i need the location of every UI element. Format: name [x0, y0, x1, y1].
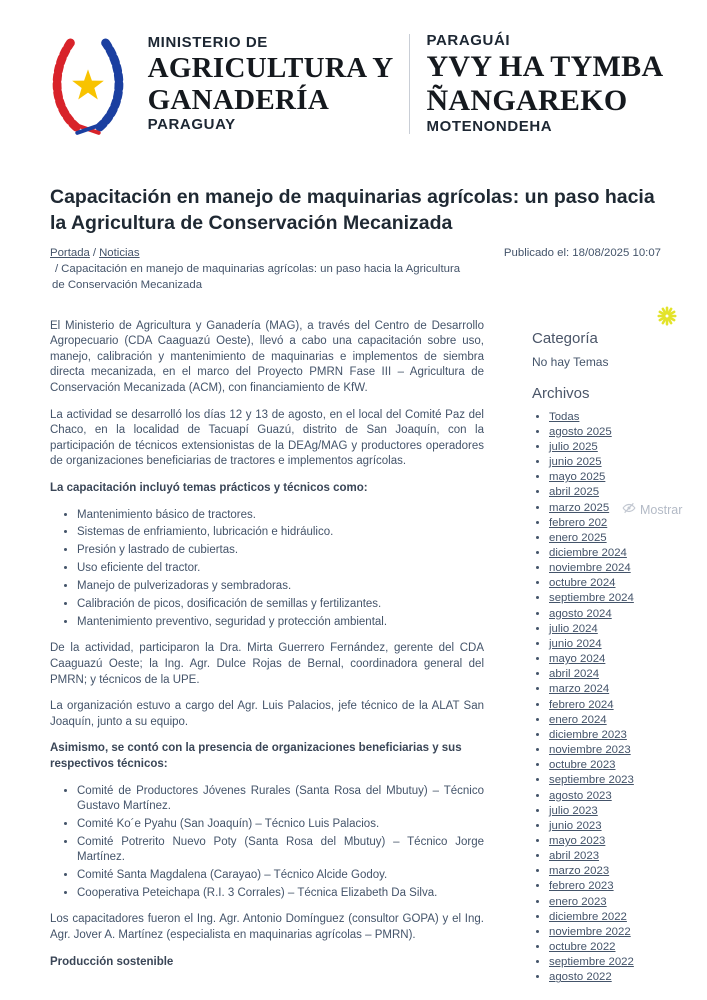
- archive-link[interactable]: abril 2025: [549, 486, 600, 499]
- archive-link[interactable]: julio 2024: [549, 622, 598, 635]
- category-heading: Categoría: [532, 329, 598, 347]
- archive-list-item: [549, 576, 661, 591]
- archive-list-item: [549, 425, 661, 440]
- archive-list-item: [549, 758, 661, 773]
- archive-link[interactable]: noviembre 2022: [549, 925, 631, 938]
- page-title: Capacitación en manejo de maquinarias agrícolas: un paso hacia la Agricultura de Conservación Mecanizada: [50, 186, 655, 234]
- archive-list-item: [549, 637, 661, 652]
- archive-list-item: [549, 713, 661, 728]
- archive-list-item: [549, 561, 661, 576]
- archive-list-item: [549, 804, 661, 819]
- archive-list-item: [549, 531, 661, 546]
- brand-line-yvy: YVY HA TYMBA: [426, 50, 664, 84]
- accessibility-starburst-icon[interactable]: [656, 305, 678, 327]
- brand-line-motenondeha: MOTENONDEHA: [426, 117, 553, 135]
- archive-link[interactable]: septiembre 2024: [549, 592, 634, 605]
- organization-list-item: • Comité Ko´e Pyahu (San Joaquín) – Técnico Luis Palacios.: [77, 817, 484, 832]
- breadcrumb-section-link[interactable]: Noticias: [99, 247, 140, 259]
- header-divider: [409, 34, 410, 134]
- archive-list-item: [549, 864, 661, 879]
- archive-link[interactable]: enero 2025: [549, 531, 607, 544]
- closing-paragraph: Los capacitadores fueron el Ing. Agr. Antonio Domínguez (consultor GOPA) y el Ing. Agr. Jover A. Martínez (especialista en maquinarias agrícolas – PMRN).: [50, 913, 484, 941]
- topic-list-item: • Mantenimiento básico de tractores.: [77, 508, 484, 523]
- topic-list-item: • Presión y lastrado de cubiertas.: [77, 543, 484, 558]
- archive-link[interactable]: diciembre 2023: [549, 728, 627, 741]
- topic-list-item: • Calibración de picos, dosificación de semillas y fertilizantes.: [77, 597, 484, 612]
- archive-link[interactable]: diciembre 2024: [549, 547, 627, 560]
- archive-link[interactable]: agosto 2024: [549, 607, 612, 620]
- archive-link[interactable]: julio 2025: [549, 440, 598, 453]
- ministry-coat-of-arms-logo[interactable]: [44, 30, 132, 138]
- archive-list-item: [549, 682, 661, 697]
- sidebar: [532, 319, 661, 986]
- archive-list-item: [549, 652, 661, 667]
- archive-link[interactable]: enero 2024: [549, 713, 607, 726]
- archive-link[interactable]: julio 2023: [549, 804, 598, 817]
- article-paragraph: De la actividad, participaron la Dra. Mirta Guerrero Fernández, gerente del CDA Caaguazú Oeste; la Ing. Agr. Dulce Rojas de Bernal, coordinadora general del PMRN; y técnicos de la UPE.: [50, 642, 484, 686]
- article-paragraph: La organización estuvo a cargo del Agr. Luis Palacios, jefe técnico de la ALAT San Joaquín, junto a su equipo.: [50, 700, 484, 728]
- archive-link[interactable]: marzo 2024: [549, 683, 610, 696]
- archive-list-item: [549, 940, 661, 955]
- archive-link[interactable]: junio 2023: [549, 819, 602, 832]
- archive-link[interactable]: octubre 2024: [549, 577, 616, 590]
- article-meta-row: [50, 245, 661, 294]
- archive-link[interactable]: diciembre 2022: [549, 910, 627, 923]
- archive-list-item: [549, 440, 661, 455]
- archive-list-item: [549, 485, 661, 500]
- archive-link[interactable]: agosto 2022: [549, 971, 612, 984]
- article-paragraph: La actividad se desarrolló los días 12 y 13 de agosto, en el local del Comité Paz del Chaco, en la localidad de Tacuapí Guazú, distrito de San Joaquín, con la participación de técnicos extensionistas de la DEAg/MAG y productores operadores de organizaciones beneficiarias de tractores e implementos agrícolas.: [50, 408, 484, 468]
- archive-link[interactable]: Todas: [549, 410, 580, 423]
- breadcrumb-current: Capacitación en manejo de maquinarias agrícolas: un paso hacia la Agricultura de Conservación Mecanizada: [52, 263, 461, 292]
- intro-paragraphs: [50, 319, 484, 470]
- archive-link[interactable]: mayo 2024: [549, 653, 606, 666]
- topics-list: [50, 508, 484, 631]
- closing-heading: Producción sostenible: [50, 955, 174, 968]
- archive-link[interactable]: enero 2023: [549, 895, 607, 908]
- archive-link[interactable]: septiembre 2022: [549, 956, 634, 969]
- archive-list-item: [549, 849, 661, 864]
- archive-list-item: [549, 955, 661, 970]
- archive-list-item: [549, 773, 661, 788]
- archives-list: [532, 410, 661, 986]
- brand-spanish: [148, 34, 394, 135]
- brand-line-agricultura: AGRICULTURA Y: [147, 51, 394, 84]
- archive-link[interactable]: mayo 2023: [549, 834, 606, 847]
- content-columns: [50, 319, 661, 986]
- archives-heading: Archivos: [532, 384, 590, 402]
- brand-guarani: [426, 32, 663, 135]
- archive-list-item: [549, 607, 661, 622]
- brand-line-ministerio: MINISTERIO DE: [147, 33, 268, 51]
- organization-list-item: • Comité Santa Magdalena (Carayao) – Técnico Alcide Godoy.: [77, 868, 484, 883]
- main-content: [0, 184, 707, 986]
- archive-list-item: [549, 789, 661, 804]
- archive-list-item: [549, 728, 661, 743]
- archive-link[interactable]: agosto 2023: [549, 789, 612, 802]
- archive-link[interactable]: noviembre 2024: [549, 562, 631, 575]
- archive-link[interactable]: febrero 2023: [549, 880, 614, 893]
- organization-list-item: • Cooperativa Peteichapa (R.I. 3 Corrales) – Técnica Elizabeth Da Silva.: [77, 886, 484, 901]
- archive-list-item: [549, 819, 661, 834]
- archive-link[interactable]: octubre 2023: [549, 759, 616, 772]
- article-paragraph: El Ministerio de Agricultura y Ganadería (MAG), a través del Centro de Desarrollo Agropecuario (CDA Caaguazú Oeste), llevó a cabo una capacitación sobre uso, manejo, calibración y mantenimiento de maquinarias e implementos de siembra directa mecanizada, en el marco del Proyecto PMRN Fase III – Agricultura de Conservación Mecanizada (ACM), con financiamiento de KfW.: [50, 319, 484, 394]
- archive-list-item: [549, 879, 661, 894]
- archive-link[interactable]: octubre 2022: [549, 941, 616, 954]
- archive-link[interactable]: febrero 202: [549, 516, 608, 529]
- archive-link[interactable]: agosto 2025: [549, 425, 612, 438]
- archive-link[interactable]: junio 2025: [549, 456, 602, 469]
- site-header: [0, 0, 707, 138]
- archive-list-item: [549, 470, 661, 485]
- topic-list-item: • Uso eficiente del tractor.: [77, 561, 484, 576]
- translate-show-tooltip[interactable]: [620, 501, 684, 518]
- body-paragraphs: [50, 641, 484, 730]
- organization-list-item: • Comité Potrerito Nuevo Poty (Santa Rosa del Mbutuy) – Técnico Jorge Martínez.: [77, 835, 484, 866]
- archive-list-item: [549, 743, 661, 758]
- archive-list-item: [549, 895, 661, 910]
- paraguay-wreath-star-icon: [44, 30, 132, 138]
- published-date: Publicado el: 18/08/2025 10:07: [503, 247, 661, 259]
- archive-link[interactable]: abril 2023: [549, 850, 600, 863]
- archive-list-item: [549, 622, 661, 637]
- archive-list-item: [549, 667, 661, 682]
- breadcrumb-separator: /: [92, 247, 97, 259]
- hide-eye-icon: [622, 501, 636, 518]
- archive-list-item: [549, 546, 661, 561]
- breadcrumb: [50, 245, 464, 294]
- archive-link[interactable]: septiembre 2023: [549, 774, 634, 787]
- topic-list-item: • Mantenimiento preventivo, seguridad y protección ambiental.: [77, 615, 484, 630]
- archive-link[interactable]: febrero 2024: [549, 698, 614, 711]
- breadcrumb-home-link[interactable]: Portada: [50, 247, 90, 259]
- archive-list-item: [549, 591, 661, 606]
- translate-tooltip-label: Mostrar: [640, 502, 683, 517]
- brand-line-paraguay: PARAGUAY: [147, 116, 236, 134]
- archive-link[interactable]: marzo 2025: [549, 501, 610, 514]
- archive-list-item: [549, 698, 661, 713]
- archive-list-item: [549, 410, 661, 425]
- breadcrumb-separator: /: [55, 263, 59, 276]
- archive-link[interactable]: abril 2024: [549, 668, 600, 681]
- archive-link[interactable]: marzo 2023: [549, 865, 610, 878]
- archive-link[interactable]: junio 2024: [549, 637, 602, 650]
- organizations-list: [50, 784, 484, 902]
- organization-list-item: • Comité de Productores Jóvenes Rurales (Santa Rosa del Mbutuy) – Técnico Gustavo Martínez.: [77, 784, 484, 815]
- archive-list-item: [549, 910, 661, 925]
- archive-list-item: [549, 925, 661, 940]
- archive-list-item: [549, 834, 661, 849]
- topics-heading: La capacitación incluyó temas prácticos y técnicos como:: [50, 481, 368, 494]
- organizations-heading: Asimismo, se contó con la presencia de organizaciones beneficiarias y sus respectivos técnicos:: [50, 742, 462, 770]
- brand-line-nangareko: ÑANGAREKO: [426, 84, 628, 117]
- brand-line-ganaderia: GANADERÍA: [147, 84, 330, 116]
- archive-link[interactable]: noviembre 2023: [549, 744, 631, 757]
- archive-link[interactable]: mayo 2025: [549, 471, 606, 484]
- archive-list-item: [549, 970, 661, 985]
- article-body: [50, 319, 484, 986]
- category-empty-text: No hay Temas: [532, 354, 609, 369]
- archive-list-item: [549, 455, 661, 470]
- topic-list-item: • Sistemas de enfriamiento, lubricación e hidráulico.: [77, 525, 484, 540]
- brand-line-paraguai: PARAGUÁI: [426, 32, 511, 50]
- topic-list-item: • Manejo de pulverizadoras y sembradoras.: [77, 579, 484, 594]
